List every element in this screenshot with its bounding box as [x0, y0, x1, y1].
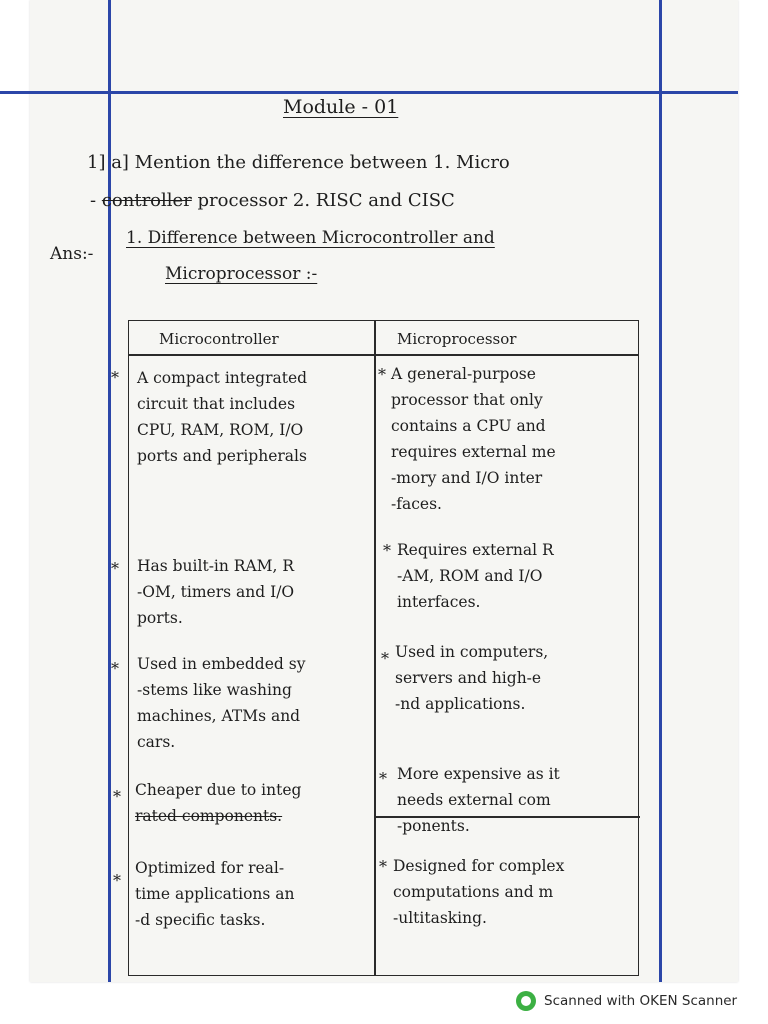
cell-line: rated components. [135, 807, 283, 825]
cell-line: ports and peripherals [137, 447, 307, 465]
left-margin-line [108, 0, 111, 982]
row-3-microprocessor [395, 639, 548, 717]
cell-line: computations and m [393, 883, 554, 901]
cell-line: -ultitasking. [393, 909, 487, 927]
bullet-star: * [111, 659, 119, 678]
cell-line: -d specific tasks. [135, 911, 266, 929]
cell-line: Requires external R [397, 541, 554, 559]
bullet-star: * [113, 787, 121, 806]
cell-line: -stems like washing [137, 681, 292, 699]
bullet-star: * [378, 365, 386, 384]
top-margin-line [0, 91, 738, 94]
cell-line: contains a CPU and [391, 417, 546, 435]
cell-line: needs external com [397, 791, 551, 809]
cell-line: cars. [137, 733, 176, 751]
cell-line: time applications an [135, 885, 295, 903]
cell-line: Used in embedded sy [137, 655, 306, 673]
answer-heading-line-1: 1. Difference between Microcontroller and [126, 228, 495, 248]
cell-line: -nd applications. [395, 695, 526, 713]
scanner-text: Scanned with OKEN Scanner [544, 993, 738, 1009]
row-3-microcontroller [137, 651, 305, 755]
page-title: Module - 01 [283, 96, 399, 118]
cell-line: -OM, timers and I/O [137, 583, 295, 601]
cell-line: -ponents. [397, 817, 470, 835]
cell-line: Has built-in RAM, R [137, 557, 295, 575]
cell-line: A general-purpose [391, 365, 536, 383]
row-4-microprocessor [397, 761, 560, 839]
row-2-microprocessor [397, 537, 554, 615]
cell-line: -AM, ROM and I/O [397, 567, 543, 585]
column-divider [374, 321, 376, 975]
cell-line: processor that only [391, 391, 543, 409]
row-1-microcontroller [137, 365, 307, 469]
bullet-star: * [379, 769, 387, 788]
row-1-microprocessor [391, 361, 556, 517]
header-divider [129, 354, 638, 356]
bullet-star: * [379, 857, 387, 876]
cell-line: requires external me [391, 443, 556, 461]
cell-line: machines, ATMs and [137, 707, 301, 725]
bullet-star: * [111, 559, 119, 578]
row-2-microcontroller [137, 553, 294, 631]
bullet-star: * [111, 368, 119, 387]
row-5-microprocessor [393, 853, 564, 931]
cell-line: -mory and I/O inter [391, 469, 543, 487]
comparison-table [111, 320, 639, 976]
cell-line: servers and high-e [395, 669, 542, 687]
row-5-microcontroller [135, 855, 295, 933]
scanner-watermark [516, 989, 737, 1013]
struck-word: controller [101, 190, 192, 211]
scanner-logo-icon [516, 991, 536, 1011]
answer-heading-line-2: Microprocessor :- [165, 264, 318, 284]
cell-line: A compact integrated [137, 369, 308, 387]
cell-line: CPU, RAM, ROM, I/O [137, 421, 304, 439]
cell-line: circuit that includes [137, 395, 296, 413]
question-line-1: 1] a] Mention the difference between 1. Micro [87, 152, 510, 173]
cell-line: ports. [137, 609, 183, 627]
header-microcontroller: Microcontroller [159, 330, 279, 348]
bullet-star: * [113, 871, 121, 890]
cell-line: Designed for complex [393, 857, 565, 875]
cell-line: Optimized for real- [135, 859, 285, 877]
cell-line: More expensive as it [397, 765, 560, 783]
cell-line: -faces. [391, 495, 442, 513]
header-microprocessor: Microprocessor [397, 330, 517, 348]
answer-label: Ans:- [50, 244, 94, 264]
question-line-2-prefix: - [90, 190, 97, 211]
row-4-microcontroller [135, 777, 301, 829]
right-margin-line [659, 0, 662, 982]
bullet-star: * [381, 649, 389, 668]
cell-line: interfaces. [397, 593, 481, 611]
bullet-star: * [383, 541, 391, 560]
cell-line: Cheaper due to integ [135, 781, 302, 799]
question-line-2-rest: processor 2. RISC and CISC [197, 190, 455, 211]
question-line-2 [90, 190, 455, 211]
cell-line: Used in computers, [395, 643, 549, 661]
